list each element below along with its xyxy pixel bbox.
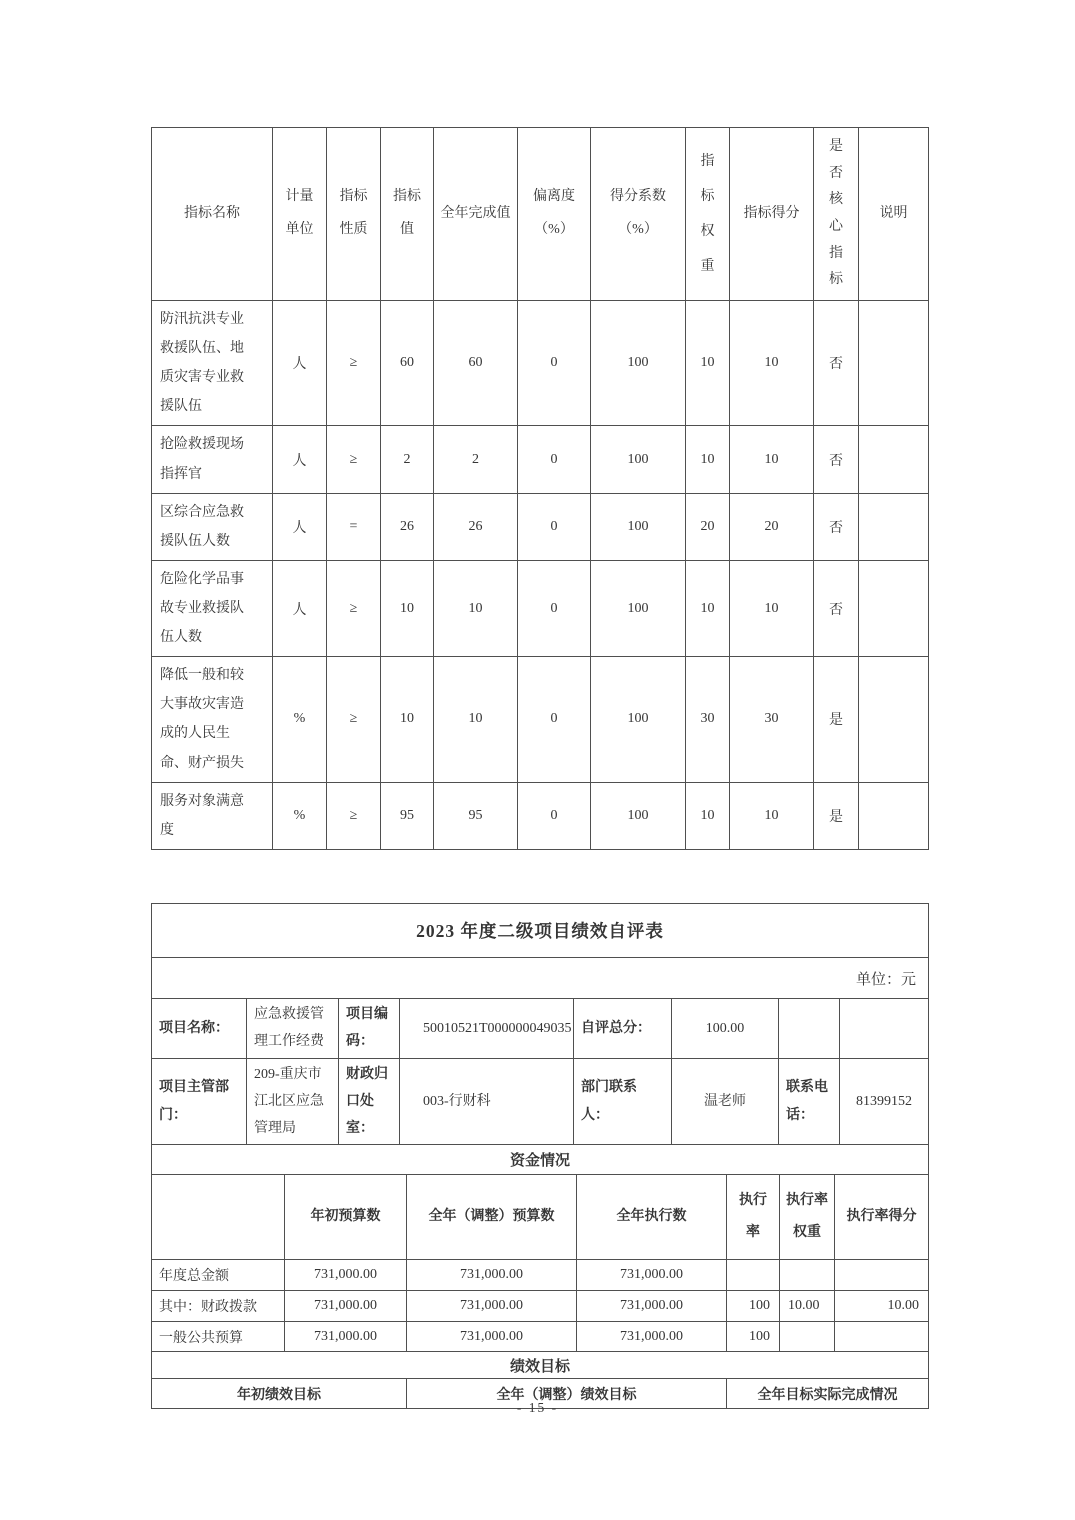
indicator-core: 是 [814, 782, 859, 849]
project-name-value: 应急救援管理工作经费 [247, 999, 339, 1059]
indicator-completed: 26 [434, 493, 518, 560]
performance-section-table [151, 1351, 929, 1379]
col-header-unit: 计量单位 [273, 128, 327, 301]
rate-score: 10.00 [835, 1291, 929, 1322]
col-header-deviation: 偏离度（%） [518, 128, 591, 301]
indicator-weight: 30 [686, 657, 730, 782]
indicator-unit: 人 [273, 493, 327, 560]
indicator-core: 否 [814, 560, 859, 656]
self-eval-table-section [151, 903, 929, 1409]
initial-budget: 731,000.00 [285, 1291, 407, 1322]
indicator-note [859, 560, 929, 656]
indicator-core: 否 [814, 301, 859, 426]
table-title: 2023 年度二级项目绩效自评表 [152, 904, 929, 958]
col-header-target-value: 指标值 [381, 128, 434, 301]
adjusted-budget: 731,000.00 [407, 1260, 577, 1291]
indicator-weight: 10 [686, 301, 730, 426]
contact-label: 部门联系人： [574, 1058, 672, 1145]
indicator-coefficient: 100 [591, 426, 686, 493]
indicator-completed: 60 [434, 301, 518, 426]
indicator-weight: 10 [686, 560, 730, 656]
vertical-header-weight: 指标权重 [700, 154, 715, 274]
dept-value: 209-重庆市江北区应急管理局 [247, 1058, 339, 1145]
project-code-value: 50010521T000000049035 [400, 999, 574, 1059]
phone-label: 联系电话： [779, 1058, 840, 1145]
indicator-weight: 20 [686, 493, 730, 560]
indicator-row [152, 560, 929, 656]
indicator-name: 危险化学品事故专业救援队伍人数 [152, 560, 273, 656]
indicator-score: 20 [730, 493, 814, 560]
finance-office-value: 003-行财科 [400, 1058, 574, 1145]
col-header-initial-budget: 年初预算数 [285, 1175, 407, 1260]
funding-row [152, 1260, 929, 1291]
col-header-indicator-name: 指标名称 [152, 128, 273, 301]
col-header-adjusted-budget: 全年（调整）预算数 [407, 1175, 577, 1260]
performance-section-title: 绩效目标 [152, 1352, 929, 1379]
unit-row [152, 958, 929, 999]
self-score-label: 自评总分： [574, 999, 672, 1059]
indicator-completed: 95 [434, 782, 518, 849]
indicator-score: 10 [730, 782, 814, 849]
indicator-name: 服务对象满意度 [152, 782, 273, 849]
funding-section-title: 资金情况 [152, 1145, 929, 1175]
indicator-unit: 人 [273, 301, 327, 426]
dept-label: 项目主管部门： [152, 1058, 247, 1145]
page-number: - 15 - [516, 1400, 559, 1415]
adjusted-budget: 731,000.00 [407, 1291, 577, 1322]
funding-row-label: 其中：财政拨款 [152, 1291, 285, 1322]
rate-weight: 10.00 [780, 1291, 835, 1322]
indicator-coefficient: 100 [591, 301, 686, 426]
indicator-deviation: 0 [518, 426, 591, 493]
col-header-executed-amount: 全年执行数 [577, 1175, 727, 1260]
indicator-weight: 10 [686, 426, 730, 493]
title-row [152, 904, 929, 958]
indicator-nature: ≥ [327, 301, 381, 426]
indicator-completed: 10 [434, 657, 518, 782]
indicator-row [152, 782, 929, 849]
adjusted-budget: 731,000.00 [407, 1322, 577, 1352]
col-header-score-coefficient: 得分系数（%） [591, 128, 686, 301]
funding-section-table [151, 1144, 929, 1175]
rate-score [835, 1260, 929, 1291]
col-header-rate-weight: 执行率权重 [780, 1175, 835, 1260]
rate-score [835, 1322, 929, 1352]
indicator-row [152, 426, 929, 493]
col-header-execution-rate: 执行率 [727, 1175, 780, 1260]
indicator-nature: ≥ [327, 426, 381, 493]
indicator-target: 95 [381, 782, 434, 849]
indicator-coefficient: 100 [591, 560, 686, 656]
project-dept-row [152, 1058, 929, 1145]
indicator-unit: 人 [273, 426, 327, 493]
indicator-deviation: 0 [518, 657, 591, 782]
indicator-deviation: 0 [518, 782, 591, 849]
indicator-row [152, 493, 929, 560]
indicator-nature: ≥ [327, 657, 381, 782]
col-header-score: 指标得分 [730, 128, 814, 301]
funding-row-label: 一般公共预算 [152, 1322, 285, 1352]
indicator-score: 10 [730, 426, 814, 493]
indicator-completed: 10 [434, 560, 518, 656]
indicator-score: 30 [730, 657, 814, 782]
col-header-goal-completion: 全年目标实际完成情况 [727, 1379, 929, 1409]
indicator-table-section [151, 127, 929, 850]
col-header-adjusted-goal: 全年（调整）绩效目标 [407, 1379, 727, 1409]
indicator-weight: 10 [686, 782, 730, 849]
funding-row [152, 1291, 929, 1322]
col-header-initial-goal: 年初绩效目标 [152, 1379, 407, 1409]
indicator-score: 10 [730, 301, 814, 426]
funding-section-row [152, 1145, 929, 1175]
indicator-coefficient: 100 [591, 657, 686, 782]
phone-value: 81399152 [840, 1058, 929, 1145]
indicator-nature: ≥ [327, 782, 381, 849]
funding-row [152, 1322, 929, 1352]
indicator-row [152, 301, 929, 426]
self-score-value: 100.00 [672, 999, 779, 1059]
col-header-completed-value: 全年完成值 [434, 128, 518, 301]
col-header-core-indicator [814, 128, 859, 301]
self-eval-title-table [151, 903, 929, 999]
vertical-header-core: 是否核心指标 [829, 139, 843, 288]
indicator-note [859, 301, 929, 426]
unit-note: 单位：元 [152, 958, 929, 999]
indicator-name: 防汛抗洪专业救援队伍、地质灾害专业救援队伍 [152, 301, 273, 426]
indicator-header-row [152, 128, 929, 301]
project-code-label: 项目编码： [339, 999, 400, 1059]
indicator-coefficient: 100 [591, 782, 686, 849]
indicator-target: 10 [381, 657, 434, 782]
rate-weight [780, 1260, 835, 1291]
indicator-core: 否 [814, 426, 859, 493]
contact-value: 温老师 [672, 1058, 779, 1145]
indicator-core: 是 [814, 657, 859, 782]
indicator-nature: ≥ [327, 560, 381, 656]
col-header-weight [686, 128, 730, 301]
executed-amount: 731,000.00 [577, 1322, 727, 1352]
project-info-table [151, 998, 929, 1145]
indicator-target: 26 [381, 493, 434, 560]
col-header-nature: 指标性质 [327, 128, 381, 301]
initial-budget: 731,000.00 [285, 1260, 407, 1291]
execution-rate: 100 [727, 1291, 780, 1322]
execution-rate: 100 [727, 1322, 780, 1352]
finance-office-label: 财政归口处室： [339, 1058, 400, 1145]
indicator-unit: % [273, 657, 327, 782]
col-header-note: 说明 [859, 128, 929, 301]
indicator-deviation: 0 [518, 560, 591, 656]
executed-amount: 731,000.00 [577, 1291, 727, 1322]
indicator-unit: % [273, 782, 327, 849]
indicator-note [859, 426, 929, 493]
funding-row-label: 年度总金额 [152, 1260, 285, 1291]
funding-table [151, 1174, 929, 1352]
indicator-unit: 人 [273, 560, 327, 656]
indicator-target: 10 [381, 560, 434, 656]
project-name-row [152, 999, 929, 1059]
indicator-nature: = [327, 493, 381, 560]
indicator-deviation: 0 [518, 493, 591, 560]
indicator-row [152, 657, 929, 782]
execution-rate [727, 1260, 780, 1291]
indicator-coefficient: 100 [591, 493, 686, 560]
indicator-note [859, 657, 929, 782]
col-header-rate-score: 执行率得分 [835, 1175, 929, 1260]
indicator-note [859, 782, 929, 849]
indicator-name: 抢险救援现场指挥官 [152, 426, 273, 493]
performance-section-row [152, 1352, 929, 1379]
indicator-deviation: 0 [518, 301, 591, 426]
rate-weight [780, 1322, 835, 1352]
empty-cell [152, 1175, 285, 1260]
funding-header-row [152, 1175, 929, 1260]
empty-cell [779, 999, 840, 1059]
empty-cell [840, 999, 929, 1059]
indicator-score: 10 [730, 560, 814, 656]
initial-budget: 731,000.00 [285, 1322, 407, 1352]
indicator-target: 60 [381, 301, 434, 426]
indicator-note [859, 493, 929, 560]
indicator-completed: 2 [434, 426, 518, 493]
project-name-label: 项目名称： [152, 999, 247, 1059]
executed-amount: 731,000.00 [577, 1260, 727, 1291]
indicator-name: 降低一般和较大事故灾害造成的人民生命、财产损失 [152, 657, 273, 782]
indicator-target: 2 [381, 426, 434, 493]
indicator-core: 否 [814, 493, 859, 560]
indicator-table [151, 127, 929, 850]
indicator-name: 区综合应急救援队伍人数 [152, 493, 273, 560]
